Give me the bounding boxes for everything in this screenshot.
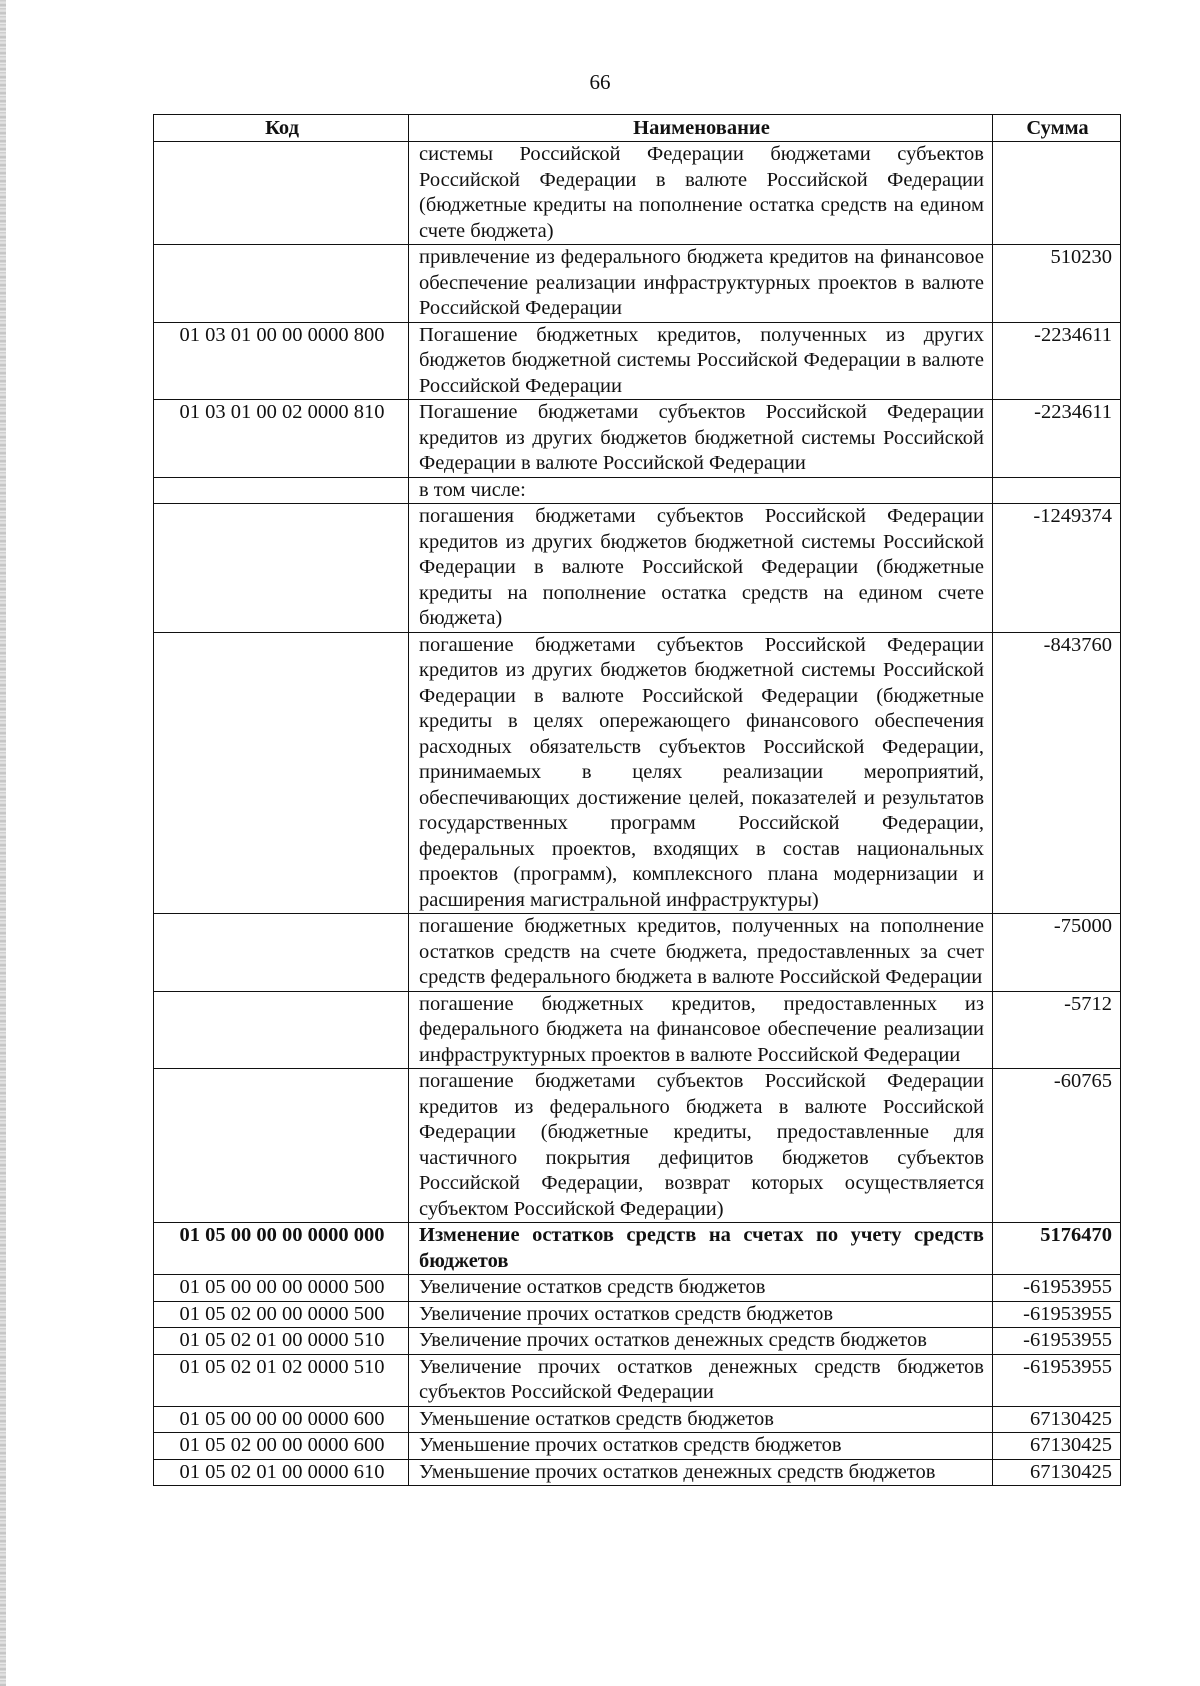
table-row xyxy=(154,1275,1121,1302)
row-code xyxy=(154,477,409,504)
header-code: Код xyxy=(154,115,409,142)
table-row xyxy=(154,1406,1121,1433)
row-name: Уменьшение остатков средств бюджетов xyxy=(409,1406,993,1433)
table-row xyxy=(154,1328,1121,1355)
row-code: 01 05 00 00 00 0000 500 xyxy=(154,1275,409,1302)
row-sum: 67130425 xyxy=(993,1459,1121,1486)
row-name: в том числе: xyxy=(409,477,993,504)
row-sum xyxy=(993,142,1121,245)
row-code xyxy=(154,991,409,1069)
table-row xyxy=(154,632,1121,914)
row-name: погашения бюджетами субъектов Российской Федерации кредитов из других бюджетов бюджетной системы Российской Федерации в валюте Российской Федерации (бюджетные кредиты на пополнение остатка средств на едином счете бюджета) xyxy=(409,504,993,633)
row-sum: -2234611 xyxy=(993,400,1121,478)
header-name: Наименование xyxy=(409,115,993,142)
row-sum: -60765 xyxy=(993,1069,1121,1223)
page-number: 66 xyxy=(589,70,611,94)
row-name: Увеличение прочих остатков денежных средств бюджетов xyxy=(409,1328,993,1355)
row-sum: 67130425 xyxy=(993,1433,1121,1460)
table-row xyxy=(154,1301,1121,1328)
row-name: Уменьшение прочих остатков денежных средств бюджетов xyxy=(409,1459,993,1486)
row-name: Увеличение остатков средств бюджетов xyxy=(409,1275,993,1302)
row-sum: -1249374 xyxy=(993,504,1121,633)
row-code xyxy=(154,914,409,992)
row-name: Погашение бюджетами субъектов Российской Федерации кредитов из других бюджетов бюджетной системы Российской Федерации в валюте Российской Федерации xyxy=(409,400,993,478)
row-name: Уменьшение прочих остатков средств бюджетов xyxy=(409,1433,993,1460)
row-sum: 5176470 xyxy=(993,1223,1121,1275)
row-name: погашение бюджетных кредитов, предоставленных из федерального бюджета на финансовое обеспечение реализации инфраструктурных проектов в валюте Российской Федерации xyxy=(409,991,993,1069)
row-code xyxy=(154,504,409,633)
header-sum: Сумма xyxy=(993,115,1121,142)
row-name: Изменение остатков средств на счетах по учету средств бюджетов xyxy=(409,1223,993,1275)
row-code xyxy=(154,1069,409,1223)
table-row xyxy=(154,504,1121,633)
budget-sources-table xyxy=(153,114,1121,1486)
table-row xyxy=(154,245,1121,323)
row-name: Погашение бюджетных кредитов, полученных из других бюджетов бюджетной системы Российской Федерации в валюте Российской Федерации xyxy=(409,322,993,400)
table-header-row xyxy=(154,115,1121,142)
row-name: погашение бюджетами субъектов Российской Федерации кредитов из федерального бюджета в валюте Российской Федерации (бюджетные кредиты, предоставленные для частичного покрытия дефицитов бюджетов субъектов Российской Федерации, возврат которых осуществляется субъектом Российской Федерации) xyxy=(409,1069,993,1223)
row-code xyxy=(154,245,409,323)
row-sum: -5712 xyxy=(993,991,1121,1069)
row-code: 01 03 01 00 02 0000 810 xyxy=(154,400,409,478)
table-row xyxy=(154,1069,1121,1223)
row-sum: -61953955 xyxy=(993,1328,1121,1355)
table-row xyxy=(154,1354,1121,1406)
table-row-section-total xyxy=(154,1223,1121,1275)
table-row xyxy=(154,1459,1121,1486)
row-name: погашение бюджетных кредитов, полученных на пополнение остатков средств на счете бюджета, предоставленных за счет средств федерального бюджета в валюте Российской Федерации xyxy=(409,914,993,992)
table-row xyxy=(154,142,1121,245)
row-sum: -75000 xyxy=(993,914,1121,992)
table-row xyxy=(154,914,1121,992)
table-row xyxy=(154,477,1121,504)
table-row xyxy=(154,322,1121,400)
row-sum: 67130425 xyxy=(993,1406,1121,1433)
row-code: 01 05 02 01 00 0000 510 xyxy=(154,1328,409,1355)
row-code xyxy=(154,142,409,245)
table-row xyxy=(154,400,1121,478)
row-sum: -61953955 xyxy=(993,1301,1121,1328)
row-sum xyxy=(993,477,1121,504)
table-row xyxy=(154,991,1121,1069)
row-sum: -843760 xyxy=(993,632,1121,914)
scan-edge-artifact xyxy=(0,0,6,1686)
row-name: Увеличение прочих остатков средств бюджетов xyxy=(409,1301,993,1328)
row-code xyxy=(154,632,409,914)
row-code: 01 05 00 00 00 0000 600 xyxy=(154,1406,409,1433)
row-sum: -61953955 xyxy=(993,1275,1121,1302)
row-name: привлечение из федерального бюджета кредитов на финансовое обеспечение реализации инфраструктурных проектов в валюте Российской Федерации xyxy=(409,245,993,323)
row-code: 01 05 02 00 00 0000 600 xyxy=(154,1433,409,1460)
row-sum: -61953955 xyxy=(993,1354,1121,1406)
row-name: Увеличение прочих остатков денежных средств бюджетов субъектов Российской Федерации xyxy=(409,1354,993,1406)
row-sum: 510230 xyxy=(993,245,1121,323)
row-code: 01 05 00 00 00 0000 000 xyxy=(154,1223,409,1275)
row-code: 01 03 01 00 00 0000 800 xyxy=(154,322,409,400)
row-code: 01 05 02 01 02 0000 510 xyxy=(154,1354,409,1406)
row-name: погашение бюджетами субъектов Российской Федерации кредитов из других бюджетов бюджетной системы Российской Федерации в валюте Российской Федерации (бюджетные кредиты в целях опережающего финансового обеспечения расходных обязательств субъектов Российской Федерации, принимаемых в целях реализации мероприятий, обеспечивающих достижение целей, показателей и результатов государственных программ Российской Федерации, федеральных проектов, входящих в состав национальных проектов (программ), комплексного плана модернизации и расширения магистральной инфраструктуры) xyxy=(409,632,993,914)
row-code: 01 05 02 00 00 0000 500 xyxy=(154,1301,409,1328)
row-sum: -2234611 xyxy=(993,322,1121,400)
row-name: системы Российской Федерации бюджетами субъектов Российской Федерации в валюте Российской Федерации (бюджетные кредиты на пополнение остатка средств на едином счете бюджета) xyxy=(409,142,993,245)
table-row xyxy=(154,1433,1121,1460)
row-code: 01 05 02 01 00 0000 610 xyxy=(154,1459,409,1486)
